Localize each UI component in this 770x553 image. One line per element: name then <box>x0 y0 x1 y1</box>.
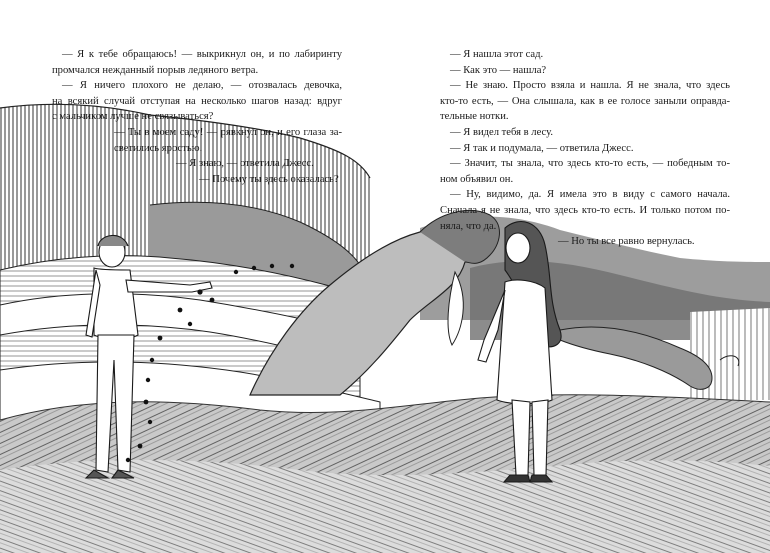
text-line: ном объявил он. <box>440 173 514 185</box>
text-line: — Ты в моем саду! — рявкнул он, и его глаза за- <box>114 126 342 138</box>
text-line: — Не знаю. Просто взяла и нашла. Я не знала, что здесь <box>450 80 730 92</box>
text-line: светились яростью. <box>114 142 203 154</box>
text-line: — Я видел тебя в лесу. <box>450 126 553 138</box>
text-line: — Я к тебе обращаюсь! — выкрикнул он, и по лабиринту <box>62 49 342 60</box>
text-line: — Ну, видимо, да. Я имела это в виду с самого начала. <box>450 189 730 201</box>
text-line: — Я нашла этот сад. <box>450 49 544 60</box>
text-line: — Я ничего плохого не делаю, — отозвалась девочка, <box>62 80 342 92</box>
text-line: — Значит, ты знала, что здесь кто-то есть, — победным то- <box>450 158 730 170</box>
text-line: кто-то есть, — Она слышала, как в ее голосе заныли оправда- <box>440 95 730 107</box>
text-line: — Почему ты здесь оказалась? <box>199 173 339 185</box>
text-line: Сначала я не знала, что здесь кто-то есть. И только потом по- <box>440 204 730 216</box>
left-page-text <box>52 47 342 187</box>
text-line: промчался нежданный порыв ледяного ветра. <box>52 64 259 76</box>
text-line: — Я знаю, — ответила Джесс. <box>176 158 314 170</box>
text-line: няла, что да. <box>440 220 497 232</box>
right-page-text <box>440 47 730 250</box>
text-line: тельные нотки. <box>440 111 509 123</box>
text-line: — Но ты все равно вернулась. <box>558 236 695 248</box>
text-line: на всякий случай отступая на несколько шагов назад: вдруг <box>52 95 342 107</box>
text-line: — Я так и подумала, — ответила Джесс. <box>450 142 634 154</box>
text-line: — Как это — нашла? <box>450 64 547 76</box>
text-line: с мальчиком лучше не связываться? <box>52 111 214 123</box>
